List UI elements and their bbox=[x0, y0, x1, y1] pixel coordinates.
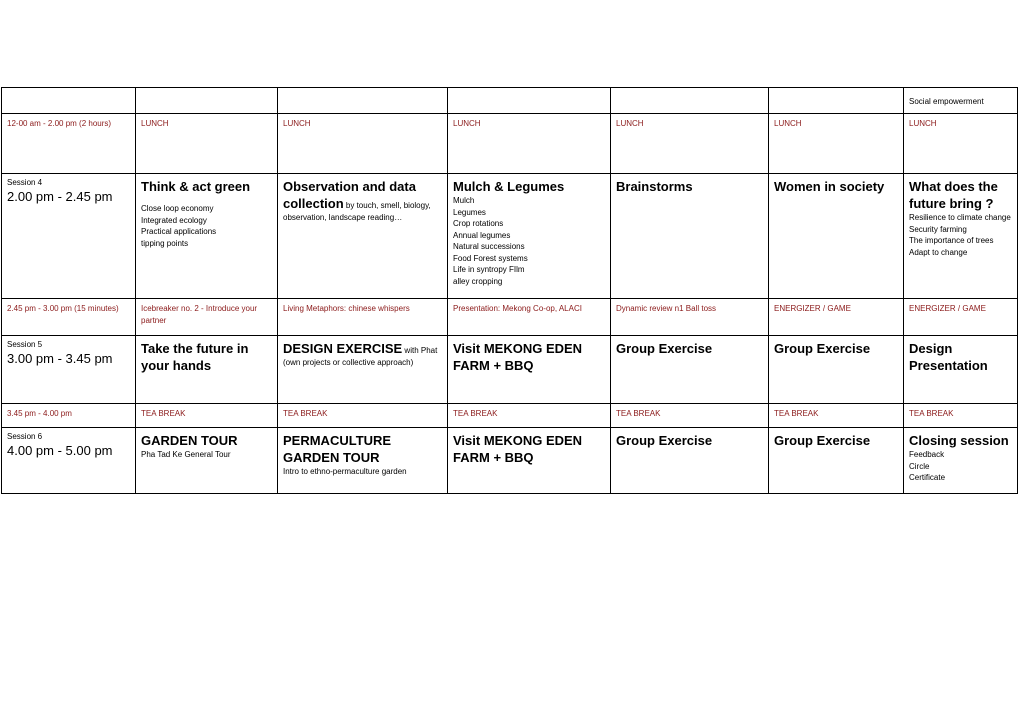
list-item: Adapt to change bbox=[909, 247, 968, 257]
break-1-cell: ENERGIZER / GAME bbox=[904, 299, 1018, 336]
list-item: Life in syntropy FIlm bbox=[453, 265, 525, 274]
activity-title: GARDEN TOUR bbox=[141, 433, 238, 448]
session-label: Session 4 bbox=[7, 178, 43, 187]
session-4-brainstorms bbox=[611, 174, 769, 299]
session-label: Session 6 bbox=[7, 432, 43, 441]
tea-break-cell: TEA BREAK bbox=[278, 404, 448, 428]
session-5-time-cell bbox=[2, 336, 136, 404]
lunch-cell: LUNCH bbox=[448, 114, 611, 174]
table-row-header bbox=[2, 88, 1018, 114]
lunch-cell: LUNCH bbox=[611, 114, 769, 174]
list-item: Certificate bbox=[909, 473, 946, 482]
activity-title: PERMACULTURE GARDEN TOUR bbox=[283, 433, 392, 465]
session-4-women-in-society bbox=[769, 174, 904, 299]
session-5-mekong-visit bbox=[448, 336, 611, 404]
lunch-time: 12-00 am - 2.00 pm (2 hours) bbox=[2, 114, 136, 174]
list-item: tipping points bbox=[141, 238, 189, 248]
session-4-time-cell bbox=[2, 174, 136, 299]
session-5-design-exercise bbox=[278, 336, 448, 404]
activity-title: What does the future bring ? bbox=[909, 179, 998, 211]
session-6-closing-session bbox=[904, 428, 1018, 494]
list-item: The importance of trees bbox=[909, 236, 994, 245]
list-item: Feedback bbox=[909, 450, 945, 459]
table-row-session-6 bbox=[2, 428, 1018, 494]
header-cell-social-empowerment: Social empowerment bbox=[904, 88, 1018, 114]
table-row-tea-break bbox=[2, 404, 1018, 428]
list-item: alley cropping bbox=[453, 276, 503, 286]
list-item: Resilience to climate change bbox=[909, 213, 1011, 222]
session-5-group-exercise bbox=[769, 336, 904, 404]
session-6-garden-tour bbox=[136, 428, 278, 494]
session-6-time-cell bbox=[2, 428, 136, 494]
session-4-mulch-legumes bbox=[448, 174, 611, 299]
table-row-lunch bbox=[2, 114, 1018, 174]
session-time: 2.00 pm - 2.45 pm bbox=[7, 189, 113, 204]
table-row-session-5 bbox=[2, 336, 1018, 404]
list-item: Crop rotations bbox=[453, 219, 504, 228]
table-row-session-4 bbox=[2, 174, 1018, 299]
lunch-cell: LUNCH bbox=[136, 114, 278, 174]
activity-title: Take the future in your hands bbox=[141, 341, 249, 373]
tea-break-cell: TEA BREAK bbox=[769, 404, 904, 428]
list-item: Natural successions bbox=[453, 242, 525, 251]
list-item: Security farming bbox=[909, 224, 967, 234]
header-cell-4 bbox=[448, 88, 611, 114]
activity-title: Visit MEKONG EDEN FARM + BBQ bbox=[453, 433, 583, 465]
header-cell-2 bbox=[136, 88, 278, 114]
session-4-future bbox=[904, 174, 1018, 299]
list-item: Pha Tad Ke General Tour bbox=[141, 450, 231, 459]
lunch-cell: LUNCH bbox=[769, 114, 904, 174]
list-item: Annual legumes bbox=[453, 230, 511, 240]
activity-subtitle: by touch, smell, biology, observation, landscape reading… bbox=[283, 201, 431, 222]
header-cell-5 bbox=[611, 88, 769, 114]
header-cell-1 bbox=[2, 88, 136, 114]
activity-title: Visit MEKONG EDEN FARM + BBQ bbox=[453, 341, 583, 373]
activity-title: Brainstorms bbox=[616, 179, 693, 194]
session-time: 4.00 pm - 5.00 pm bbox=[7, 443, 113, 458]
tea-break-cell: TEA BREAK bbox=[904, 404, 1018, 428]
tea-break-cell: TEA BREAK bbox=[136, 404, 278, 428]
activity-title: Mulch & Legumes bbox=[453, 179, 565, 194]
activity-list bbox=[909, 212, 1012, 258]
lunch-cell: LUNCH bbox=[278, 114, 448, 174]
session-6-group-exercise bbox=[611, 428, 769, 494]
session-5-group-exercise bbox=[611, 336, 769, 404]
list-item: Food Forest systems bbox=[453, 253, 528, 263]
activity-title: Observation and data collection bbox=[283, 179, 416, 211]
activity-title: Group Exercise bbox=[774, 341, 871, 356]
list-item: Integrated ecology bbox=[141, 215, 207, 225]
activity-title: DESIGN EXERCISE bbox=[283, 341, 403, 356]
activity-title: Group Exercise bbox=[616, 433, 713, 448]
break-1-time: 2.45 pm - 3.00 pm (15 minutes) bbox=[2, 299, 136, 336]
schedule-table bbox=[1, 87, 1018, 494]
session-4-observation bbox=[278, 174, 448, 299]
list-item: Circle bbox=[909, 461, 930, 471]
session-6-group-exercise bbox=[769, 428, 904, 494]
tea-break-time: 3.45 pm - 4.00 pm bbox=[2, 404, 136, 428]
break-1-cell: Icebreaker no. 2 - Introduce your partner bbox=[136, 299, 278, 336]
activity-title: Closing session bbox=[909, 433, 1009, 448]
break-1-cell: Dynamic review n1 Ball toss bbox=[611, 299, 769, 336]
break-1-cell: Living Metaphors: chinese whispers bbox=[278, 299, 448, 336]
session-6-mekong-visit bbox=[448, 428, 611, 494]
list-item: Practical applications bbox=[141, 227, 217, 236]
activity-title: Group Exercise bbox=[774, 433, 871, 448]
activity-title: Women in society bbox=[774, 179, 885, 194]
session-time: 3.00 pm - 3.45 pm bbox=[7, 351, 113, 366]
session-6-permaculture-tour bbox=[278, 428, 448, 494]
break-1-cell: ENERGIZER / GAME bbox=[769, 299, 904, 336]
list-item: Mulch bbox=[453, 196, 475, 205]
session-5-design-presentation bbox=[904, 336, 1018, 404]
list-item: Legumes bbox=[453, 207, 486, 217]
activity-title: Group Exercise bbox=[616, 341, 713, 356]
activity-list bbox=[909, 449, 1012, 484]
break-1-cell: Presentation: Mekong Co-op, ALACI bbox=[448, 299, 611, 336]
table-row-break-1 bbox=[2, 299, 1018, 336]
list-item: Close loop economy bbox=[141, 204, 214, 213]
session-4-think-act-green bbox=[136, 174, 278, 299]
lunch-cell: LUNCH bbox=[904, 114, 1018, 174]
header-cell-6 bbox=[769, 88, 904, 114]
tea-break-cell: TEA BREAK bbox=[448, 404, 611, 428]
session-5-future-hands bbox=[136, 336, 278, 404]
tea-break-cell: TEA BREAK bbox=[611, 404, 769, 428]
activity-title: Think & act green bbox=[141, 179, 251, 194]
activity-subtitle: with Phat (own projects or collective approach) bbox=[283, 346, 438, 367]
list-item: Intro to ethno-permaculture garden bbox=[283, 467, 407, 476]
header-cell-3 bbox=[278, 88, 448, 114]
session-label: Session 5 bbox=[7, 340, 43, 349]
activity-list bbox=[453, 195, 605, 287]
activity-title: Design Presentation bbox=[909, 341, 988, 373]
activity-list bbox=[141, 203, 272, 249]
